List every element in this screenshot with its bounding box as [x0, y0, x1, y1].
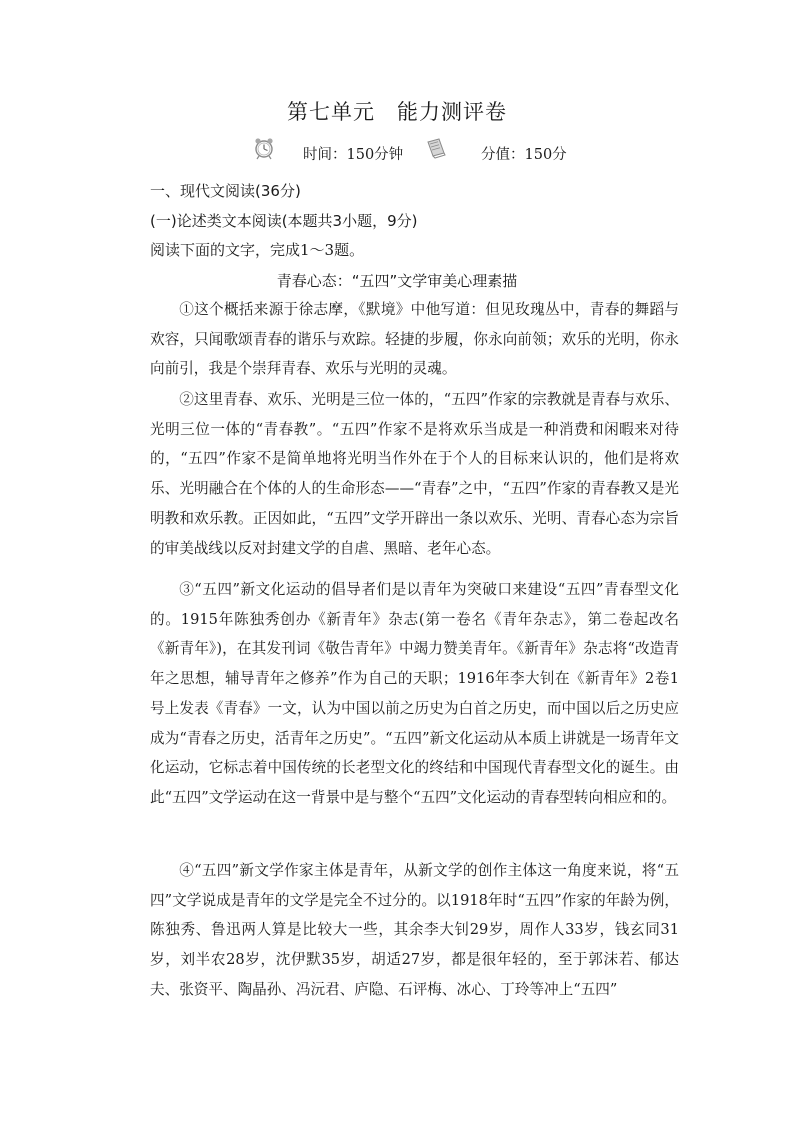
article-paragraph-4: ④“五四”新文学作家主体是青年，从新文学的创作主体这一角度来说，将“五四”文学说成是青年的文学是完全不过分的。以1918年时“五四”作家的年龄为例，陈独秀、鲁迅两人算是比较大一些，其余李大钊29岁，周作人33岁，钱玄同31岁，刘半农28岁，沈伊默35岁，胡适27岁，都是很年轻的，至于郭沫若、郁达夫、张资平、陶晶孙、冯沅君、庐隐、石评梅、冰心、丁玲等冲上“五四”: [150, 862, 679, 998]
article-paragraph-2: ②这里青春、欢乐、光明是三位一体的，“五四”作家的宗教就是青春与欢乐、光明三位一体的“青春教”。“五四”作家不是将欢乐当成是一种消费和闲暇来对待的，“五四”作家不是简单地将光明当作外在于个人的目标来认识的，他们是将欢乐、光明融合在个体的人的生命形态——“青春”之中，“五四”作家的青春教又是光明教和欢乐教。正因如此，“五四”文学开辟出一条以欢乐、光明、青春心态为宗旨的审美战线以反对封建文学的自虐、黑暗、老年心态。: [150, 391, 679, 557]
reading-instruction: 阅读下面的文字，完成1～3题。: [150, 241, 365, 259]
subsection-heading: (一)论述类文本阅读(本题共3小题，9分): [150, 212, 418, 230]
section-heading: 一、现代文阅读(36分): [150, 182, 301, 200]
article-paragraph-1: ①这个概括来源于徐志摩，《默境》中他写道：但见玫瑰丛中，青春的舞蹈与欢容，只闻歌颂青春的谐乐与欢踪。轻捷的步履，你永向前领；欢乐的光明，你永向前引，我是个崇拜青春、欢乐与光明的灵魂。: [150, 301, 679, 378]
total-score: 分值：150分: [481, 147, 567, 163]
article-title: 青春心态：“五四”文学审美心理素描: [276, 272, 518, 290]
time-limit: 时间：150分钟: [303, 147, 404, 163]
page-title: 第七单元 能力测评卷: [287, 100, 507, 124]
book-icon: [425, 136, 447, 164]
exam-meta: [0, 136, 794, 166]
article-paragraph-3: ③“五四”新文化运动的倡导者们是以青年为突破口来建设“五四”青春型文化的。1915年陈独秀创办《新青年》杂志(第一卷名《青年杂志》，第二卷起改名《新青年》)，在其发刊词《敬告青年》中竭力赞美青年。《新青年》杂志将“改造青年之思想，辅导青年之修养”作为自己的天职；1916年李大钊在《新青年》2卷1号上发表《青春》一文，认为中国以前之历史为白首之历史，而中国以后之历史应成为“青春之历史，活青年之历史”。“五四”新文化运动从本质上讲就是一场青年文化运动，它标志着中国传统的长老型文化的终结和中国现代青春型文化的诞生。由此“五四”文学运动在这一背景中是与整个“五四”文化运动的青春型转向相应和的。: [150, 581, 679, 806]
alarm-clock-icon: [253, 136, 275, 164]
